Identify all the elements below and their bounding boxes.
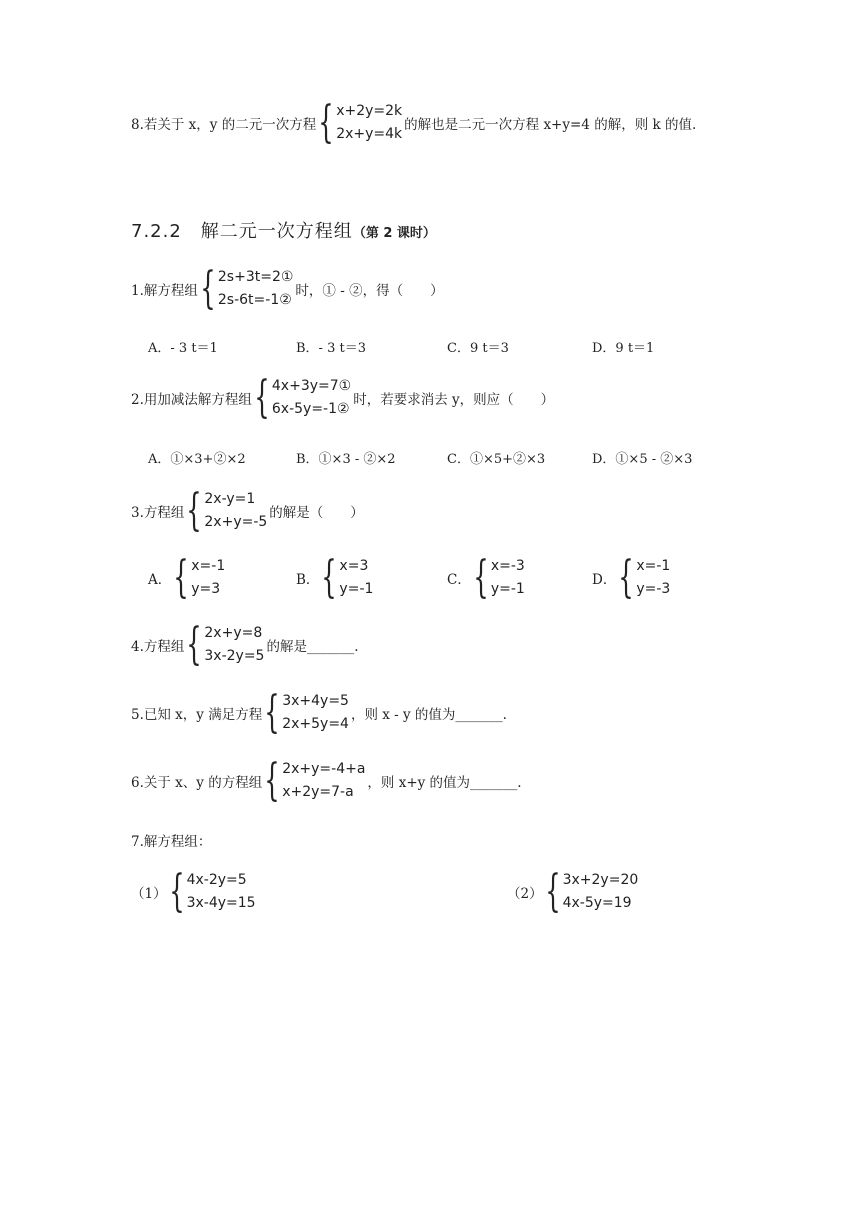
q1-prefix: 1.解方程组 <box>131 283 198 299</box>
question-6 <box>131 755 522 806</box>
equation: x=-1 <box>636 558 671 574</box>
q6-suffix: ，则 x+y 的值为_______. <box>367 775 522 791</box>
section-subtitle: （第 2 课时） <box>352 226 436 241</box>
q2-option-a: A．①×3+②×2 <box>148 452 246 467</box>
equation-system <box>186 485 268 536</box>
brace-icon: { <box>473 552 489 603</box>
equation: y=-3 <box>636 581 671 597</box>
q3-suffix: 的解是（ ） <box>269 505 364 521</box>
option-label: D． <box>592 572 617 588</box>
equation: y=-1 <box>490 581 525 597</box>
equation: x+2y=7-a <box>282 784 354 800</box>
question-1 <box>131 263 444 314</box>
brace-icon: { <box>618 552 635 603</box>
part-label: （2） <box>507 886 543 902</box>
equation-system <box>618 552 671 603</box>
equation: 4x-2y=5 <box>186 872 247 888</box>
q1-option-b: B．- 3 t＝3 <box>296 341 366 356</box>
question-3 <box>131 485 364 536</box>
equation: x=3 <box>339 558 369 574</box>
option-label: C． <box>447 572 471 588</box>
equation: x+2y=2k <box>336 103 403 119</box>
equation-system <box>318 97 403 148</box>
option-label: B． <box>296 572 320 588</box>
q2-option-c: C．①×5+②×3 <box>447 452 546 467</box>
equation: 2x+y=4k <box>336 126 403 142</box>
equation-system <box>168 866 256 917</box>
section-title: 7.2.2 解二元一次方程组 <box>131 221 353 242</box>
equation: 2x+5y=4 <box>282 716 349 732</box>
q1-option-c: C．9 t＝3 <box>447 341 509 356</box>
q3-prefix: 3.方程组 <box>131 505 185 521</box>
q7-part-1 <box>131 866 258 917</box>
equation: 6x-5y=-1② <box>271 401 350 417</box>
equation-system <box>321 552 374 603</box>
q3-option-b <box>296 552 375 603</box>
q3-option-d <box>592 552 672 603</box>
equation: 3x-2y=5 <box>204 648 265 664</box>
q1-option-d: D．9 t＝1 <box>592 341 655 356</box>
equation: y=-1 <box>339 581 374 597</box>
q2-option-b: B．①×3 - ②×2 <box>296 452 396 467</box>
q2-option-d: D．①×5 - ②×3 <box>592 452 693 467</box>
equation: 3x-4y=15 <box>186 895 256 911</box>
brace-icon: { <box>254 372 270 423</box>
equation: 2x+y=-4+a <box>282 761 366 777</box>
brace-icon: { <box>200 263 216 314</box>
equation-system <box>186 619 265 670</box>
q7-part-2 <box>507 866 640 917</box>
q2-prefix: 2.用加减法解方程组 <box>131 392 252 408</box>
q2-suffix: 时，若要求消去 y，则应（ ） <box>353 392 555 408</box>
brace-icon: { <box>186 619 203 670</box>
brace-icon: { <box>318 97 334 148</box>
brace-icon: { <box>321 552 338 603</box>
q1-suffix: 时，① - ②，得（ ） <box>295 283 444 299</box>
equation: 4x-5y=19 <box>562 895 632 911</box>
brace-icon: { <box>264 687 280 738</box>
equation: 2s+3t=2① <box>217 269 294 285</box>
equation: 2x-y=1 <box>204 491 256 507</box>
equation: 3x+2y=20 <box>562 872 639 888</box>
q4-suffix: 的解是_______. <box>266 639 359 655</box>
q3-option-a <box>148 552 227 603</box>
equation: 2x+y=-5 <box>204 514 268 530</box>
option-label: A． <box>148 572 172 588</box>
q5-suffix: ，则 x - y 的值为_______. <box>350 707 507 723</box>
q4-prefix: 4.方程组 <box>131 639 185 655</box>
question-8 <box>131 97 697 148</box>
q8-suffix: 的解也是二元一次方程 x+y=4 的解，则 k 的值. <box>404 117 697 133</box>
equation: 2x+y=8 <box>204 625 263 641</box>
q6-prefix: 6.关于 x、y 的方程组 <box>131 775 263 791</box>
equation: 4x+3y=7① <box>271 378 352 394</box>
q1-option-a: A．- 3 t＝1 <box>148 341 218 356</box>
question-4 <box>131 619 359 670</box>
equation-system <box>173 552 226 603</box>
brace-icon: { <box>264 755 280 806</box>
q8-prefix: 8.若关于 x，y 的二元一次方程 <box>131 117 317 133</box>
equation: x=-1 <box>191 558 226 574</box>
equation: y=3 <box>191 581 221 597</box>
brace-icon: { <box>544 866 561 917</box>
brace-icon: { <box>173 552 189 603</box>
equation: x=-3 <box>490 558 525 574</box>
question-7-title: 7.解方程组： <box>131 834 212 850</box>
brace-icon: { <box>186 485 203 536</box>
part-label: （1） <box>131 886 167 902</box>
equation: 2s-6t=-1② <box>217 292 292 308</box>
equation-system <box>544 866 639 917</box>
q3-option-c <box>447 552 527 603</box>
equation-system <box>264 687 349 738</box>
brace-icon: { <box>168 866 185 917</box>
equation: 3x+4y=5 <box>282 693 349 709</box>
question-2 <box>131 372 555 423</box>
equation-system <box>254 372 352 423</box>
equation-system <box>264 755 366 806</box>
equation-system <box>200 263 294 314</box>
q5-prefix: 5.已知 x，y 满足方程 <box>131 707 263 723</box>
question-5 <box>131 687 507 738</box>
section-heading <box>131 217 436 243</box>
equation-system <box>473 552 525 603</box>
